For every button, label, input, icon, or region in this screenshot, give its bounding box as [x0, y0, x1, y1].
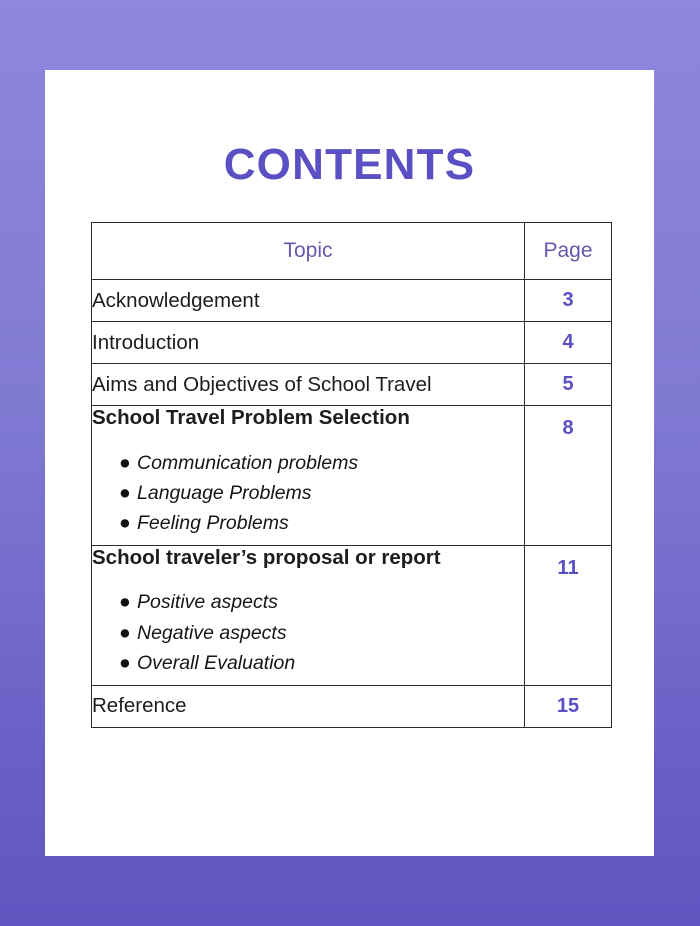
- subitem-label: Feeling Problems: [137, 512, 289, 535]
- paper-card: [45, 70, 654, 856]
- page-number: 4: [525, 322, 612, 364]
- contents-table: [91, 222, 612, 728]
- list-item: [119, 618, 524, 648]
- topic-label: Acknowledgement: [92, 288, 260, 312]
- bullet-icon: ●: [119, 481, 131, 504]
- list-item: [119, 587, 524, 617]
- table-header-row: [92, 223, 612, 280]
- page-number: 5: [525, 364, 612, 406]
- page-number: 8: [525, 406, 612, 546]
- column-header-page: Page: [525, 223, 612, 280]
- topic-label: Introduction: [92, 330, 200, 354]
- page-number: 3: [525, 280, 612, 322]
- topic-cell: [92, 364, 525, 406]
- list-item: [119, 448, 524, 478]
- page-title: CONTENTS: [223, 140, 476, 189]
- table-of-contents: [91, 222, 611, 728]
- topic-label: Reference: [92, 694, 187, 718]
- subitem-label: Negative aspects: [137, 621, 287, 644]
- table-row[interactable]: [92, 322, 612, 364]
- table-row[interactable]: [92, 685, 612, 727]
- table-row[interactable]: [92, 364, 612, 406]
- subitem-list: [92, 448, 524, 539]
- column-header-topic: Topic: [92, 223, 525, 280]
- topic-cell: [92, 406, 525, 546]
- topic-cell: [92, 685, 525, 727]
- bullet-icon: ●: [119, 621, 131, 644]
- bullet-icon: ●: [119, 512, 131, 535]
- table-row[interactable]: [92, 280, 612, 322]
- page-number: 11: [525, 545, 612, 685]
- subitem-list: [92, 587, 524, 678]
- topic-label: Aims and Objectives of School Travel: [92, 372, 432, 396]
- table-row[interactable]: [92, 545, 612, 685]
- subitem-label: Communication problems: [137, 451, 359, 474]
- list-item: [119, 508, 524, 538]
- bullet-icon: ●: [119, 591, 131, 614]
- list-item: [119, 648, 524, 678]
- page-number: 15: [525, 685, 612, 727]
- list-item: [119, 478, 524, 508]
- bullet-icon: ●: [119, 451, 131, 474]
- subitem-label: Positive aspects: [137, 591, 278, 614]
- subitem-label: Language Problems: [137, 481, 312, 504]
- table-row[interactable]: [92, 406, 612, 546]
- bullet-icon: ●: [119, 652, 131, 675]
- topic-cell: [92, 545, 525, 685]
- topic-cell: [92, 280, 525, 322]
- topic-label: School Travel Problem Selection: [92, 406, 410, 429]
- subitem-label: Overall Evaluation: [137, 652, 296, 675]
- topic-cell: [92, 322, 525, 364]
- topic-label: School traveler’s proposal or report: [92, 545, 441, 569]
